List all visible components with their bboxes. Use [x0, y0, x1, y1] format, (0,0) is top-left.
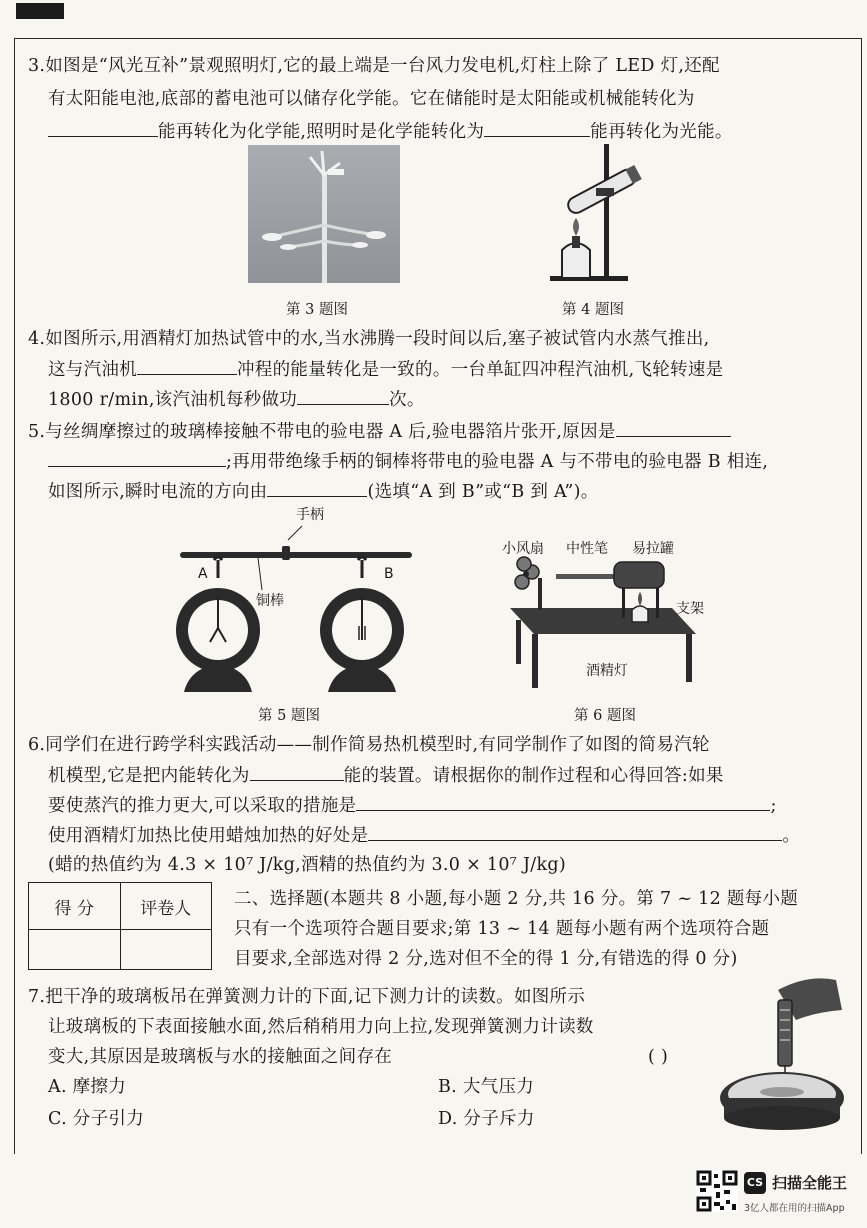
q5-line2: ;再用带绝缘手柄的铜棒将带电的验电器 A 与不带电的验电器 B 相连, [48, 448, 768, 475]
q7-answer-paren[interactable]: ( ) [648, 1047, 669, 1067]
answer-blank[interactable] [48, 118, 158, 137]
fig3-caption: 第 3 题图 [286, 302, 348, 318]
section2-line2: 只有一个选项符合题目要求;第 13 ~ 14 题每小题有两个选项符合题 [234, 919, 770, 939]
grader-cell[interactable] [120, 930, 212, 970]
fig5-label-b: B [384, 566, 394, 582]
q7-line3: 变大,其原因是玻璃板与水的接触面之间存在 [48, 1047, 393, 1067]
q4-line1: 4.如图所示,用酒精灯加热试管中的水,当水沸腾一段时间以后,塞子被试管内水蒸气推出, [28, 329, 710, 349]
answer-blank[interactable] [137, 356, 237, 375]
app-name: 扫描全能王 [772, 1174, 848, 1192]
section2-line3: 目要求,全部选对得 2 分,选对但不全的得 1 分,有错选的得 0 分) [234, 949, 738, 969]
section2-line1: 二、选择题(本题共 8 小题,每小题 2 分,共 16 分。第 7 ~ 12 题每小题 [234, 889, 799, 909]
corner-mark [16, 3, 64, 19]
fig5-caption: 第 5 题图 [258, 708, 320, 724]
answer-blank[interactable] [297, 386, 389, 405]
fig3-wind-solar-lamp-photo [248, 145, 400, 283]
answer-blank[interactable] [356, 792, 770, 811]
fig5-label-a: A [198, 566, 208, 582]
answer-blank[interactable] [250, 762, 344, 781]
q6-line5: (蜡的热值约为 4.3 × 10⁷ J/kg,酒精的热值约为 3.0 × 10⁷ J/kg) [48, 855, 567, 875]
answer-blank[interactable] [484, 118, 590, 137]
fig4-test-tube-apparatus [540, 140, 650, 285]
fig6-label-pen: 中性笔 [566, 541, 608, 557]
fig7-spring-scale-photo [718, 970, 858, 1140]
answer-blank[interactable] [616, 418, 731, 437]
q7-option-c[interactable]: C. 分子引力 [48, 1109, 144, 1129]
fig6-label-can: 易拉罐 [632, 541, 674, 557]
q6-line4: 使用酒精灯加热比使用蜡烛加热的好处是 。 [48, 822, 800, 849]
q6-line1: 6.同学们在进行跨学科实践活动——制作简易热机模型时,有同学制作了如图的简易汽轮 [28, 735, 710, 755]
answer-blank[interactable] [267, 478, 367, 497]
fig5-electroscopes-diagram [170, 500, 430, 695]
fig6-label-stand: 支架 [676, 601, 704, 617]
electroscope-a [176, 557, 260, 692]
score-cell[interactable] [29, 930, 121, 970]
q5-line3: 如图所示,瞬时电流的方向由 (选填“A 到 B”或“B 到 A”)。 [48, 478, 599, 505]
score-table [28, 882, 212, 970]
q3-line3: 能再转化为化学能,照明时是化学能转化为 能再转化为光能。 [48, 118, 733, 145]
fig6-label-lamp: 酒精灯 [586, 663, 628, 679]
answer-blank[interactable] [368, 822, 782, 841]
app-logo-icon: CS [744, 1172, 766, 1194]
q6-line3: 要使蒸汽的推力更大,可以采取的措施是 ; [48, 792, 777, 819]
qr-code-icon [696, 1170, 738, 1212]
q5-line1: 5.与丝绸摩擦过的玻璃棒接触不带电的验电器 A 后,验电器箔片张开,原因是 [28, 418, 731, 445]
grader-header: 评卷人 [120, 883, 212, 930]
fig6-label-fan: 小风扇 [502, 541, 544, 557]
q4-line2: 这与汽油机 冲程的能量转化是一致的。一台单缸四冲程汽油机,飞轮转速是 [48, 356, 723, 383]
q7-option-a[interactable]: A. 摩擦力 [48, 1077, 127, 1097]
q7-option-d[interactable]: D. 分子斥力 [438, 1109, 535, 1129]
fig4-caption: 第 4 题图 [562, 302, 624, 318]
q7-line2: 让玻璃板的下表面接触水面,然后稍稍用力向上拉,发现弹簧测力计读数 [48, 1017, 594, 1037]
app-tagline: 3亿人都在用的扫描App [744, 1203, 845, 1214]
fig5-label-handle: 手柄 [296, 507, 324, 523]
q3-line1: 3.如图是“风光互补”景观照明灯,它的最上端是一台风力发电机,灯柱上除了 LED 灯,还配 [28, 56, 720, 76]
q3-line2: 有太阳能电池,底部的蓄电池可以储存化学能。它在储能时是太阳能或机械能转化为 [48, 89, 695, 109]
q4-line3: 1800 r/min,该汽油机每秒做功 次。 [48, 386, 425, 413]
score-header: 得 分 [29, 883, 121, 930]
answer-blank[interactable] [48, 448, 226, 467]
q7-option-b[interactable]: B. 大气压力 [438, 1077, 535, 1097]
q7-line1: 7.把干净的玻璃板吊在弹簧测力计的下面,记下测力计的读数。如图所示 [28, 987, 586, 1007]
q6-line2: 机模型,它是把内能转化为 能的装置。请根据你的制作过程和心得回答:如果 [48, 762, 724, 789]
fig6-caption: 第 6 题图 [574, 708, 636, 724]
fig5-label-rod: 铜棒 [256, 593, 284, 609]
